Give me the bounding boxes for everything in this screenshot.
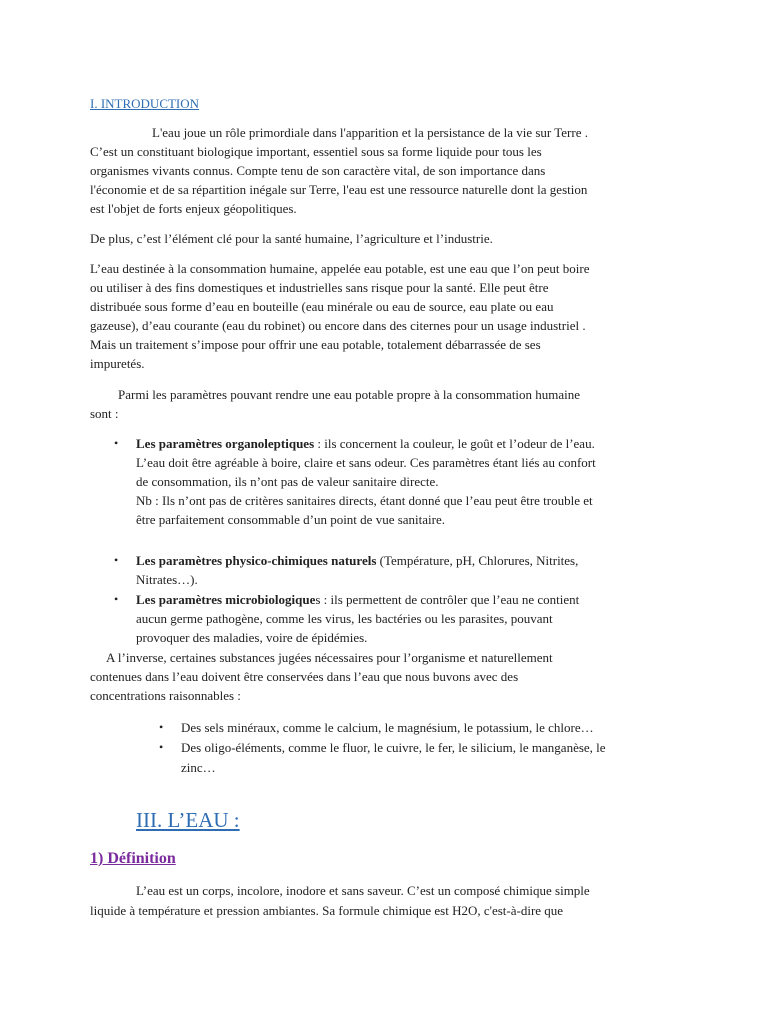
paragraph-line: Parmi les paramètres pouvant rendre une eau potable propre à la consommation humaine <box>118 387 581 402</box>
list-item-text: (Température, pH, Chlorures, Nitrites, <box>376 553 579 568</box>
list-item-line: être parfaitement consommable d’un point de vue sanitaire. <box>136 512 445 527</box>
list-item-first-line <box>136 551 578 570</box>
list-item-text: : ils concernent la couleur, le goût et l’odeur de l’eau. <box>314 436 595 451</box>
section-heading-water[interactable]: III. L’EAU : <box>136 808 240 832</box>
list-item-line: de consommation, ils n’ont pas de valeur sanitaire directe. <box>136 474 439 489</box>
paragraph-line: L'eau joue un rôle primordiale dans l'apparition et la persistance de la vie sur Terre . <box>152 125 588 140</box>
list-item-line: Nb : Ils n’ont pas de critères sanitaires directs, étant donné que l’eau peut être trouble et <box>136 493 593 508</box>
list-item-line: zinc… <box>181 760 216 775</box>
paragraph-line: ou utiliser à des fins domestiques et industrielles sans risque pour la santé. Elle peut être <box>90 280 549 295</box>
list-item-line: Des sels minéraux, comme le calcium, le magnésium, le potassium, le chlore… <box>181 720 594 735</box>
bullet-icon: • <box>159 720 164 734</box>
bullet-icon: • <box>114 436 119 450</box>
list-item-text: s : ils permettent de contrôler que l’eau ne contient <box>315 592 580 607</box>
section-heading-introduction[interactable]: I. INTRODUCTION <box>90 96 200 111</box>
bullet-icon: • <box>114 553 119 567</box>
paragraph-line: contenues dans l’eau doivent être conservées dans l’eau que nous buvons avec des <box>90 669 519 684</box>
list-item-line: provoquer des maladies, voire de épidémies. <box>136 630 368 645</box>
list-item-line: Nitrates…). <box>136 572 198 587</box>
list-item-line: L’eau doit être agréable à boire, claire et sans odeur. Ces paramètres étant liés au confort <box>136 455 596 470</box>
paragraph-line: C’est un constituant biologique important, essentiel sous sa forme liquide pour tous les <box>90 144 542 159</box>
subsection-heading-definition[interactable]: 1) Définition <box>90 850 176 867</box>
paragraph-line: Mais un traitement s’impose pour offrir une eau potable, totalement débarrassée de ses <box>90 337 541 352</box>
list-item-bold-term: Les paramètres microbiologique <box>136 592 316 607</box>
bullet-icon: • <box>159 740 164 754</box>
bullet-icon: • <box>114 592 119 606</box>
paragraph-line: A l’inverse, certaines substances jugées nécessaires pour l’organisme et naturellement <box>106 650 553 665</box>
paragraph-line: L’eau destinée à la consommation humaine, appelée eau potable, est une eau que l’on peut boire <box>90 261 590 276</box>
paragraph-line: distribuée sous forme d’eau en bouteille (eau minérale ou eau de source, eau plate ou eau <box>90 299 554 314</box>
list-item-line: aucun germe pathogène, comme les virus, les bactéries ou les parasites, pouvant <box>136 611 553 626</box>
paragraph-line: impuretés. <box>90 356 145 371</box>
paragraph-line: sont : <box>90 406 119 421</box>
list-item-line: Des oligo-éléments, comme le fluor, le cuivre, le fer, le silicium, le manganèse, le <box>181 740 606 755</box>
paragraph-line: organismes vivants connus. Compte tenu de son caractère vital, de son importance dans <box>90 163 546 178</box>
paragraph-line: gazeuse), d’eau courante (eau du robinet) ou encore dans des citernes pour un usage industriel . <box>90 318 586 333</box>
list-item-first-line <box>136 590 579 609</box>
paragraph-line: l'économie et de sa répartition inégale sur Terre, l'eau est une ressource naturelle dont la gestion <box>90 182 588 197</box>
paragraph-line: est l'objet de forts enjeux géopolitiques. <box>90 201 297 216</box>
list-item-first-line <box>136 434 595 453</box>
list-item-bold-term: Les paramètres physico-chimiques naturels <box>136 553 377 568</box>
paragraph-line: L’eau est un corps, incolore, inodore et sans saveur. C’est un composé chimique simple <box>136 883 590 898</box>
paragraph-line: liquide à température et pression ambiantes. Sa formule chimique est H2O, c'est-à-dire que <box>90 903 564 918</box>
list-item-bold-term: Les paramètres organoleptiques <box>136 436 315 451</box>
paragraph-line: concentrations raisonnables : <box>90 688 241 703</box>
paragraph-key-element: De plus, c’est l’élément clé pour la santé humaine, l’agriculture et l’industrie. <box>90 231 493 246</box>
